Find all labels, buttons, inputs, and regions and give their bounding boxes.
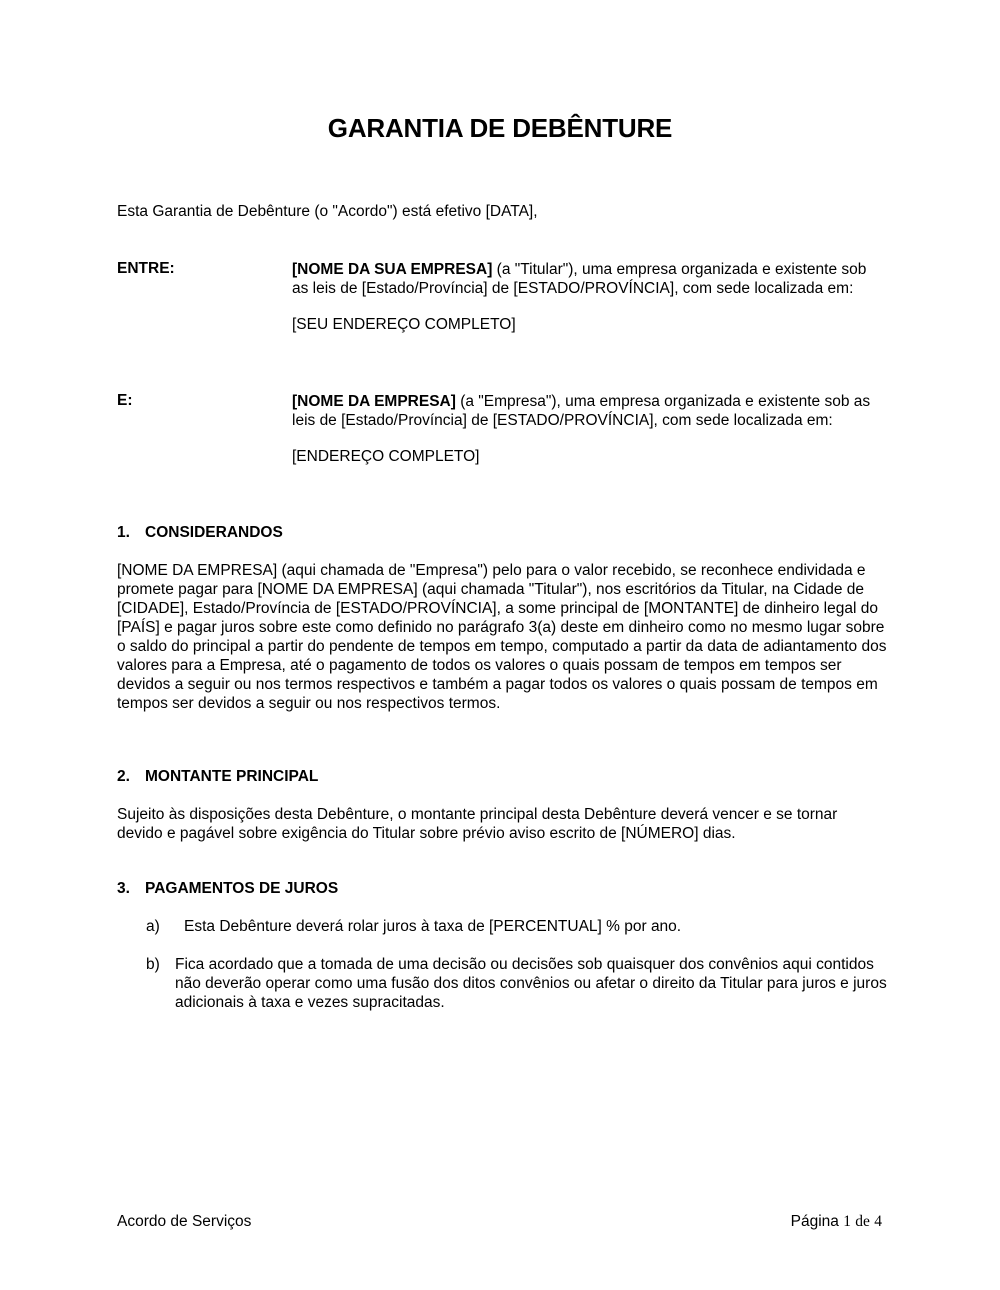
party-address: [SEU ENDEREÇO COMPLETO]: [292, 316, 516, 333]
footer-page-number: [791, 1213, 882, 1231]
section-title: PAGAMENTOS DE JUROS: [145, 880, 339, 897]
section-heading-3: [117, 880, 338, 898]
page-current: 1: [843, 1213, 851, 1230]
page-label: Página: [790, 1213, 839, 1230]
page-total: 4: [874, 1213, 882, 1230]
section-1-text: [NOME DA EMPRESA] (aqui chamada de "Empresa") pelo para o valor recebido, se reconhece endividada e promete pagar para [NOME DA EMPRESA] (aqui chamada "Titular"), nos escritórios da Titular, na Cidade de [CIDADE], Estado/Província de [ESTADO/PROVÍNCIA], a some principal de [MONTANTE] de dinheiro legal do [PAÍS] e pagar juros sobre este como definido no parágrafo 3(a) deste em dinheiro como no mesmo lugar sobre o saldo do principal a partir do pendente de tempos em tempo, computado a partir da data de adiantamento dos valores para a Empresa, até o pagamento de todos os valores o quais possam de tempos em tempos ser devidos a seguir ou nos termos respectivos e também a pagar todos os valores o quais possam de tempos em tempos ser devidos a seguir ou nos respectivos termos.: [117, 562, 887, 712]
party-name: [NOME DA SUA EMPRESA]: [292, 261, 493, 278]
section-number: 1.: [117, 524, 130, 541]
section-title: MONTANTE PRINCIPAL: [145, 768, 319, 785]
page-of-label: de: [855, 1213, 870, 1230]
footer-document-name: Acordo de Serviços: [117, 1213, 252, 1230]
party-address: [ENDEREÇO COMPLETO]: [292, 448, 480, 465]
list-marker: a): [146, 918, 160, 935]
party-body: [292, 392, 887, 466]
intro-paragraph: Esta Garantia de Debênture (o "Acordo") está efetivo [DATA],: [117, 203, 538, 220]
party-label: E:: [117, 392, 133, 409]
party-description: (a "Titular"), uma empresa organizada e existente sob as leis de [Estado/Província] de [ESTADO/PROVÍNCIA], com sede localizada em:: [292, 261, 867, 297]
list-text: Esta Debênture deverá rolar juros à taxa de [PERCENTUAL] % por ano.: [184, 918, 682, 935]
list-text: Fica acordado que a tomada de uma decisão ou decisões sob quaisquer dos convênios aqui contidos não deverão operar como uma fusão dos ditos convênios ou afetar o direito da Titular para juros e juros adicionais à taxa e vezes supracitadas.: [175, 956, 887, 1011]
section-number: 2.: [117, 768, 130, 785]
section-heading-1: [117, 524, 283, 542]
section-heading-2: [117, 768, 318, 786]
party-name: [NOME DA EMPRESA]: [292, 393, 456, 410]
party-body: [292, 260, 887, 334]
party-description: (a "Empresa"), uma empresa organizada e existente sob as leis de [Estado/Província] de [ESTADO/PROVÍNCIA], com sede localizada em:: [292, 393, 871, 429]
section-2-text: Sujeito às disposições desta Debênture, o montante principal desta Debênture deverá vencer e se tornar devido e pagável sobre exigência do Titular sobre prévio aviso escrito de [NÚMERO] dias.: [117, 806, 838, 842]
party-label: ENTRE:: [117, 260, 175, 277]
document-title: GARANTIA DE DEBÊNTURE: [327, 113, 673, 143]
section-number: 3.: [117, 880, 130, 897]
section-title: CONSIDERANDOS: [145, 524, 283, 541]
list-marker: b): [146, 956, 160, 973]
